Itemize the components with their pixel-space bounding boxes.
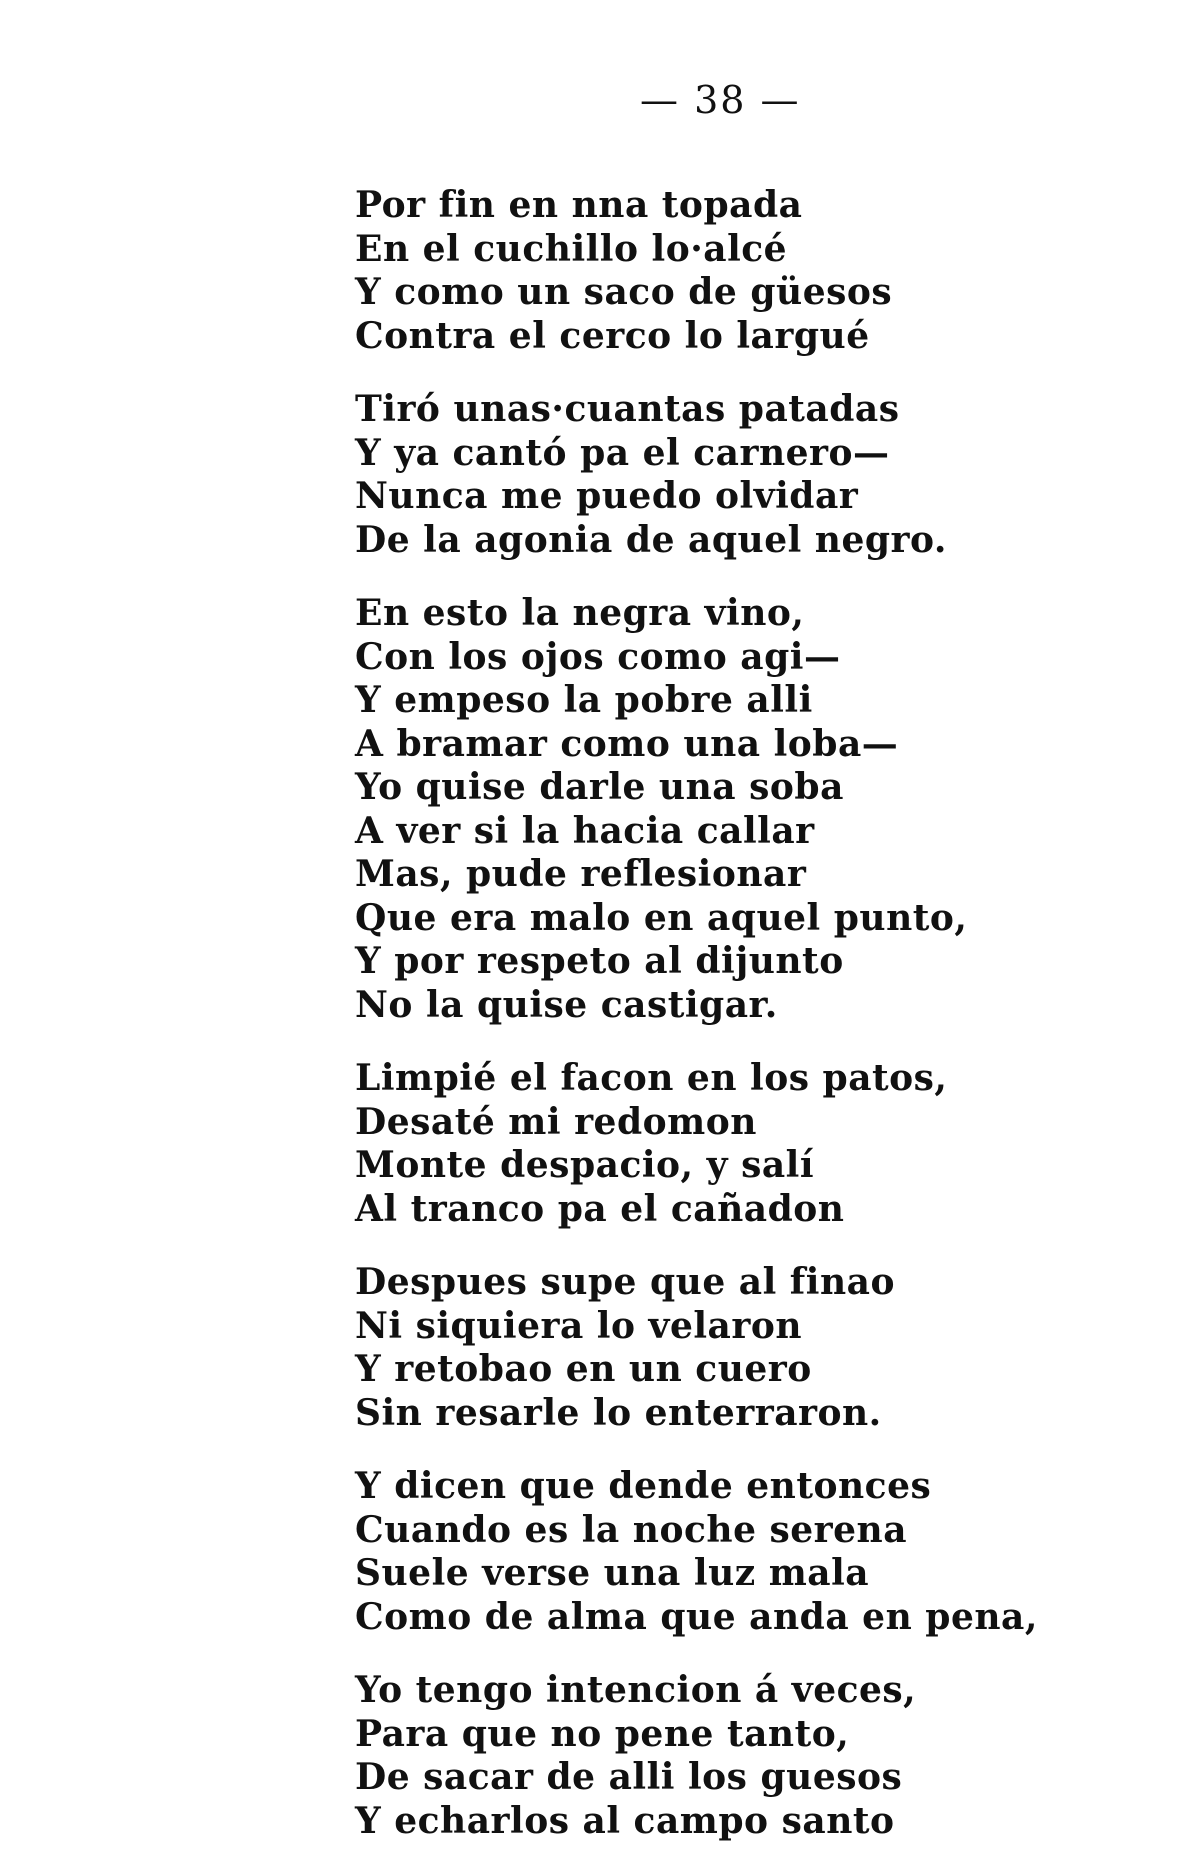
stanza-4 bbox=[355, 1057, 1175, 1231]
verse-line: Como de alma que anda en pena, bbox=[355, 1595, 1038, 1638]
verse-line: Por fin en nna topada bbox=[355, 184, 803, 226]
verse-line: Limpié el facon en los patos, bbox=[355, 1057, 948, 1099]
verse-line: Y por respeto al dijunto bbox=[355, 940, 844, 982]
verse-line: Que era malo en aquel punto, bbox=[355, 896, 968, 939]
verse-line: Desaté mi redomon bbox=[355, 1100, 757, 1143]
poem bbox=[355, 184, 1175, 1873]
verse-line: Y como un saco de güesos bbox=[355, 271, 893, 313]
verse-line: Contra el cerco lo largué bbox=[355, 314, 870, 357]
verse-line: A bramar como una loba— bbox=[355, 722, 899, 765]
verse-line: Para que no pene tanto, bbox=[355, 1712, 850, 1755]
verse-line: Al tranco pa el cañadon bbox=[355, 1187, 845, 1230]
verse-line: Despues supe que al finao bbox=[355, 1261, 895, 1303]
verse-line: De la agonia de aquel negro. bbox=[355, 518, 947, 561]
verse-line: No la quise castigar. bbox=[355, 983, 778, 1026]
verse-line: Monte despacio, y salí bbox=[355, 1144, 815, 1186]
stanza-3 bbox=[355, 592, 1175, 1027]
verse-line: Yo tengo intencion á veces, bbox=[355, 1669, 917, 1711]
stanza-7 bbox=[355, 1669, 1175, 1843]
verse-line: Ni siquiera lo velaron bbox=[355, 1304, 803, 1347]
stanza-5 bbox=[355, 1261, 1175, 1435]
stanza-2 bbox=[355, 388, 1175, 562]
verse-line: A ver si la hacia callar bbox=[355, 809, 815, 852]
verse-line: Y retobao en un cuero bbox=[355, 1348, 812, 1390]
stanza-1 bbox=[355, 184, 1175, 358]
verse-line: Y ya cantó pa el carnero— bbox=[355, 431, 890, 474]
verse-line: Suele verse una luz mala bbox=[355, 1552, 870, 1594]
verse-line: Y echarlos al campo santo bbox=[355, 1799, 895, 1842]
verse-line: Yo quise darle una soba bbox=[355, 766, 844, 808]
verse-line: Mas, pude reflesionar bbox=[355, 853, 807, 895]
verse-line: Nunca me puedo olvidar bbox=[355, 475, 859, 517]
verse-line: Con los ojos como agi— bbox=[355, 635, 841, 678]
verse-line: En esto la negra vino, bbox=[355, 592, 805, 634]
page-number: — 38 — bbox=[640, 78, 801, 122]
verse-line: En el cuchillo lo·alcé bbox=[355, 227, 788, 270]
stanza-6 bbox=[355, 1465, 1175, 1639]
verse-line: Y dicen que dende entonces bbox=[355, 1465, 932, 1507]
verse-line: Sin resarle lo enterraron. bbox=[355, 1391, 882, 1434]
verse-line: De sacar de alli los guesos bbox=[355, 1756, 903, 1798]
verse-line: Cuando es la noche serena bbox=[355, 1508, 908, 1551]
verse-line: Y empeso la pobre alli bbox=[355, 679, 813, 721]
verse-line: Tiró unas·cuantas patadas bbox=[355, 388, 900, 430]
